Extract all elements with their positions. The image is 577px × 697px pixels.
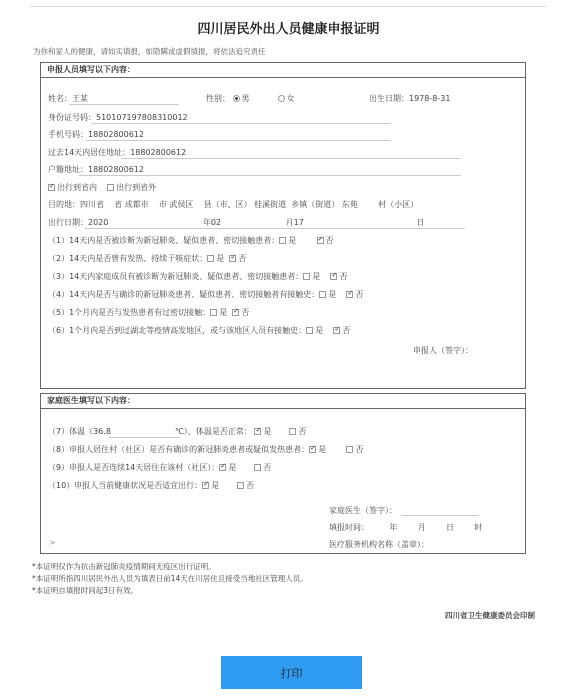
print-button[interactable]: 打印 (221, 656, 362, 689)
question-1 (48, 235, 334, 246)
q5-no-option[interactable] (232, 308, 249, 317)
travel-out-option[interactable] (107, 183, 156, 192)
q6-no-label: 否 (342, 326, 351, 335)
q2-yes-label: 是 (216, 254, 225, 263)
radio-unchecked-icon (278, 95, 285, 102)
q2-no-label: 否 (238, 254, 247, 263)
gender-row (206, 93, 295, 104)
q8-yes-option[interactable] (309, 445, 326, 454)
q10-no-label: 否 (246, 481, 254, 490)
date-underline (85, 228, 465, 229)
question-2 (48, 253, 246, 264)
checkbox-unchecked-icon (107, 184, 114, 191)
gender-female-option[interactable] (278, 94, 295, 103)
hukou-label: 户籍地址： (48, 165, 88, 174)
q3-yes-option[interactable] (303, 272, 320, 281)
q8-yes-label: 是 (318, 445, 327, 454)
org-seal-row (329, 539, 429, 550)
checkbox-unchecked-icon (289, 428, 296, 435)
q2-no-option[interactable] (229, 254, 246, 263)
doctor-sign-underline (401, 515, 479, 516)
doctor-section (40, 393, 526, 554)
date-year-suffix: 年 (202, 218, 211, 227)
q1-yes-option[interactable] (279, 236, 296, 245)
fill-year-label: 年 (389, 523, 398, 532)
question-8-text: （8）申报人居住村（社区）是否有确诊的新冠肺炎患者或疑似发热患者： (48, 445, 310, 454)
checkbox-checked-icon (309, 446, 316, 453)
doctor-sign-label: 家庭医生（签字）： (329, 506, 397, 515)
date-day-field[interactable]: 17 (293, 218, 304, 227)
name-underline (69, 104, 179, 105)
travel-out-label: 出行到省外 (116, 183, 157, 192)
q7-no-label: 否 (298, 427, 307, 436)
birth-label: 出生日期： (369, 94, 409, 103)
doctor-signature (329, 505, 397, 516)
question-1-text: （1）14天内是否被诊断为新冠肺炎、疑似患者、密切接触患者： (48, 236, 280, 245)
checkbox-unchecked-icon (346, 446, 353, 453)
phone-label: 手机号码： (48, 130, 88, 139)
dest-street-field[interactable]: 桂溪街道 (254, 200, 287, 209)
q8-no-label: 否 (355, 445, 364, 454)
dest-city-field[interactable]: 成都市 (124, 200, 149, 209)
phone-field[interactable]: 18802800612 (88, 130, 144, 139)
checkbox-unchecked-icon (279, 237, 286, 244)
id-underline (91, 123, 391, 124)
fill-time-row (329, 522, 482, 533)
doctor-section-title: 家庭医生填写以下内容： (41, 394, 525, 409)
residence-row (48, 147, 186, 158)
dest-label: 目的地： (48, 200, 80, 209)
phone-underline (86, 140, 391, 141)
temp-underline (109, 437, 179, 438)
question-10-text: （10）申报人当前健康状况是否适宜出行： (48, 481, 203, 490)
q6-no-option[interactable] (333, 326, 350, 335)
q4-yes-option[interactable] (319, 290, 336, 299)
date-month-suffix: 月 (285, 218, 294, 227)
question-8 (48, 444, 363, 455)
checkbox-checked-icon (202, 482, 209, 489)
checkbox-checked-icon (229, 255, 236, 262)
question-3 (48, 271, 347, 282)
temp-label: （7）体温（ (48, 427, 94, 436)
id-label: 身份证号码： (48, 113, 96, 122)
checkbox-checked-icon (317, 237, 324, 244)
q10-yes-label: 是 (211, 481, 220, 490)
radio-checked-icon (233, 95, 240, 102)
q1-no-option[interactable] (317, 236, 334, 245)
checkbox-unchecked-icon (210, 309, 217, 316)
date-label: 出行日期： (48, 218, 88, 227)
checkbox-checked-icon (48, 184, 55, 191)
question-4 (48, 289, 363, 300)
residence-label: 过去14天内居住地址： (48, 148, 131, 157)
q2-yes-option[interactable] (207, 254, 224, 263)
checkbox-unchecked-icon (237, 482, 244, 489)
question-2-text: （2）14天内是否曾有发热、持续干咳症状： (48, 254, 208, 263)
q7-yes-option[interactable] (254, 427, 271, 436)
applicant-sign-label: 申报人（签字）： (413, 346, 473, 355)
gender-label: 性别： (206, 94, 230, 103)
hukou-field[interactable]: 18802800612 (88, 165, 144, 174)
checkbox-unchecked-icon (306, 327, 313, 334)
travel-in-option[interactable] (48, 183, 97, 192)
q1-yes-label: 是 (288, 236, 297, 245)
checkbox-unchecked-icon (319, 291, 326, 298)
question-4-text: （4）14天内是否与确诊的新冠肺炎患者、疑似患者、密切接触者有接触史： (48, 290, 320, 299)
question-5 (48, 307, 249, 318)
hukou-underline (79, 175, 461, 176)
q3-no-label: 否 (339, 272, 348, 281)
date-month-field[interactable]: 02 (210, 218, 222, 227)
residence-field[interactable]: 18802800612 (130, 148, 187, 157)
question-6 (48, 325, 350, 336)
q8-no-option[interactable] (346, 445, 363, 454)
date-day-suffix: 日 (416, 218, 425, 227)
q5-yes-label: 是 (219, 308, 228, 317)
notice-text: 为你和家人的健康，请如实填报，如隐瞒或虚假填报，将依法追究责任 (33, 47, 266, 56)
birth-field[interactable]: 1978-8-31 (409, 94, 451, 103)
dest-village-field[interactable]: 东苑 (341, 200, 358, 209)
question-6-text: （6）1个月内是否到过湖北等疫情高发地区，或与该地区人员有接触史： (48, 326, 307, 335)
footnote-3: *本证明自填报时间起3日有效。 (32, 586, 139, 595)
gender-male-label: 男 (241, 94, 250, 103)
q4-yes-label: 是 (328, 290, 337, 299)
dest-county-suffix: 县（市、区） (203, 200, 252, 209)
gender-female-label: 女 (286, 94, 295, 103)
applicant-section-title: 申报人员填写以下内容： (41, 63, 525, 78)
gender-male-option[interactable] (233, 94, 250, 103)
fill-month-label: 月 (417, 523, 426, 532)
travel-in-label: 出行到省内 (57, 183, 97, 192)
checkbox-checked-icon (330, 273, 337, 280)
top-divider (30, 6, 547, 7)
travel-scope-row (48, 182, 156, 193)
footnote-2: *本证明所指四川居民外出人员为填表日前14天在川居住且接受当地社区管理人员。 (32, 574, 308, 583)
question-9-text: （9）申报人是否连续14天居住在该村（社区）： (48, 463, 220, 472)
hukou-row (48, 164, 144, 175)
checkbox-unchecked-icon (303, 273, 310, 280)
dest-province-field[interactable]: 四川省 (80, 200, 104, 209)
q3-yes-label: 是 (312, 272, 321, 281)
q6-yes-option[interactable] (306, 326, 323, 335)
dest-district-field[interactable]: 武侯区 (169, 200, 194, 209)
id-field[interactable]: 510107197808310012 (96, 113, 188, 122)
question-7 (48, 426, 306, 437)
fill-time-label: 填报时间： (329, 523, 369, 532)
checkbox-checked-icon (219, 464, 226, 471)
date-row (48, 217, 424, 228)
issuer-label: 四川省卫生健康委员会印制 (445, 611, 535, 620)
temp-field[interactable]: 36.8 (93, 427, 111, 436)
fill-hour-label: 时 (474, 523, 483, 532)
dest-province-suffix: 省 (114, 200, 123, 209)
name-row (48, 93, 88, 104)
q10-yes-option[interactable] (202, 481, 219, 490)
q9-no-label: 否 (263, 463, 272, 472)
q3-no-option[interactable] (330, 272, 347, 281)
dest-city-suffix: 市 (158, 200, 167, 209)
applicant-section (40, 62, 526, 389)
question-9 (48, 462, 271, 473)
q10-no-option[interactable] (237, 481, 254, 490)
dest-town-suffix: 乡镇（街道） (291, 200, 340, 209)
q4-no-label: 否 (355, 290, 364, 299)
q9-yes-label: 是 (228, 463, 237, 472)
footnote-1: *本证明仅作为抗击新冠肺炎疫情期间无疫区出行证明。 (32, 562, 216, 571)
birth-row (369, 93, 450, 104)
org-seal-label: 医疗服务机构名称（盖章）： (329, 540, 429, 549)
name-field[interactable]: 王某 (72, 94, 88, 103)
q9-no-option[interactable] (254, 463, 271, 472)
destination-row (48, 199, 418, 210)
checkbox-unchecked-icon (254, 464, 261, 471)
q5-no-label: 否 (241, 308, 250, 317)
q1-no-label: 否 (325, 236, 334, 245)
phone-row (48, 129, 144, 140)
id-row (48, 112, 188, 123)
q6-yes-label: 是 (315, 326, 324, 335)
q7-yes-label: 是 (263, 427, 272, 436)
checkbox-checked-icon (346, 291, 353, 298)
checkbox-checked-icon (232, 309, 239, 316)
checkbox-checked-icon (333, 327, 340, 334)
date-year-field[interactable]: 2020 (88, 218, 109, 227)
applicant-signature (413, 345, 473, 356)
q4-no-option[interactable] (346, 290, 363, 299)
name-label: 姓名： (48, 94, 72, 103)
checkbox-unchecked-icon (207, 255, 214, 262)
checkbox-checked-icon (254, 428, 261, 435)
expand-marker: > (49, 538, 56, 547)
question-5-text: （5）1个月内是否与发热患者有过密切接触： (48, 308, 211, 317)
temp-unit: ℃），体温是否正常： (174, 427, 252, 436)
question-3-text: （3）14天内家庭成员有被诊断为新冠肺炎、疑似患者、密切接触患者： (48, 272, 304, 281)
q5-yes-option[interactable] (210, 308, 227, 317)
q7-no-option[interactable] (289, 427, 306, 436)
dest-village-suffix: 村（小区） (378, 200, 419, 209)
fill-day-label: 日 (446, 523, 455, 532)
question-10 (48, 480, 254, 491)
page-title: 四川居民外出人员健康申报证明 (197, 22, 380, 37)
residence-underline (121, 158, 461, 159)
q9-yes-option[interactable] (219, 463, 236, 472)
